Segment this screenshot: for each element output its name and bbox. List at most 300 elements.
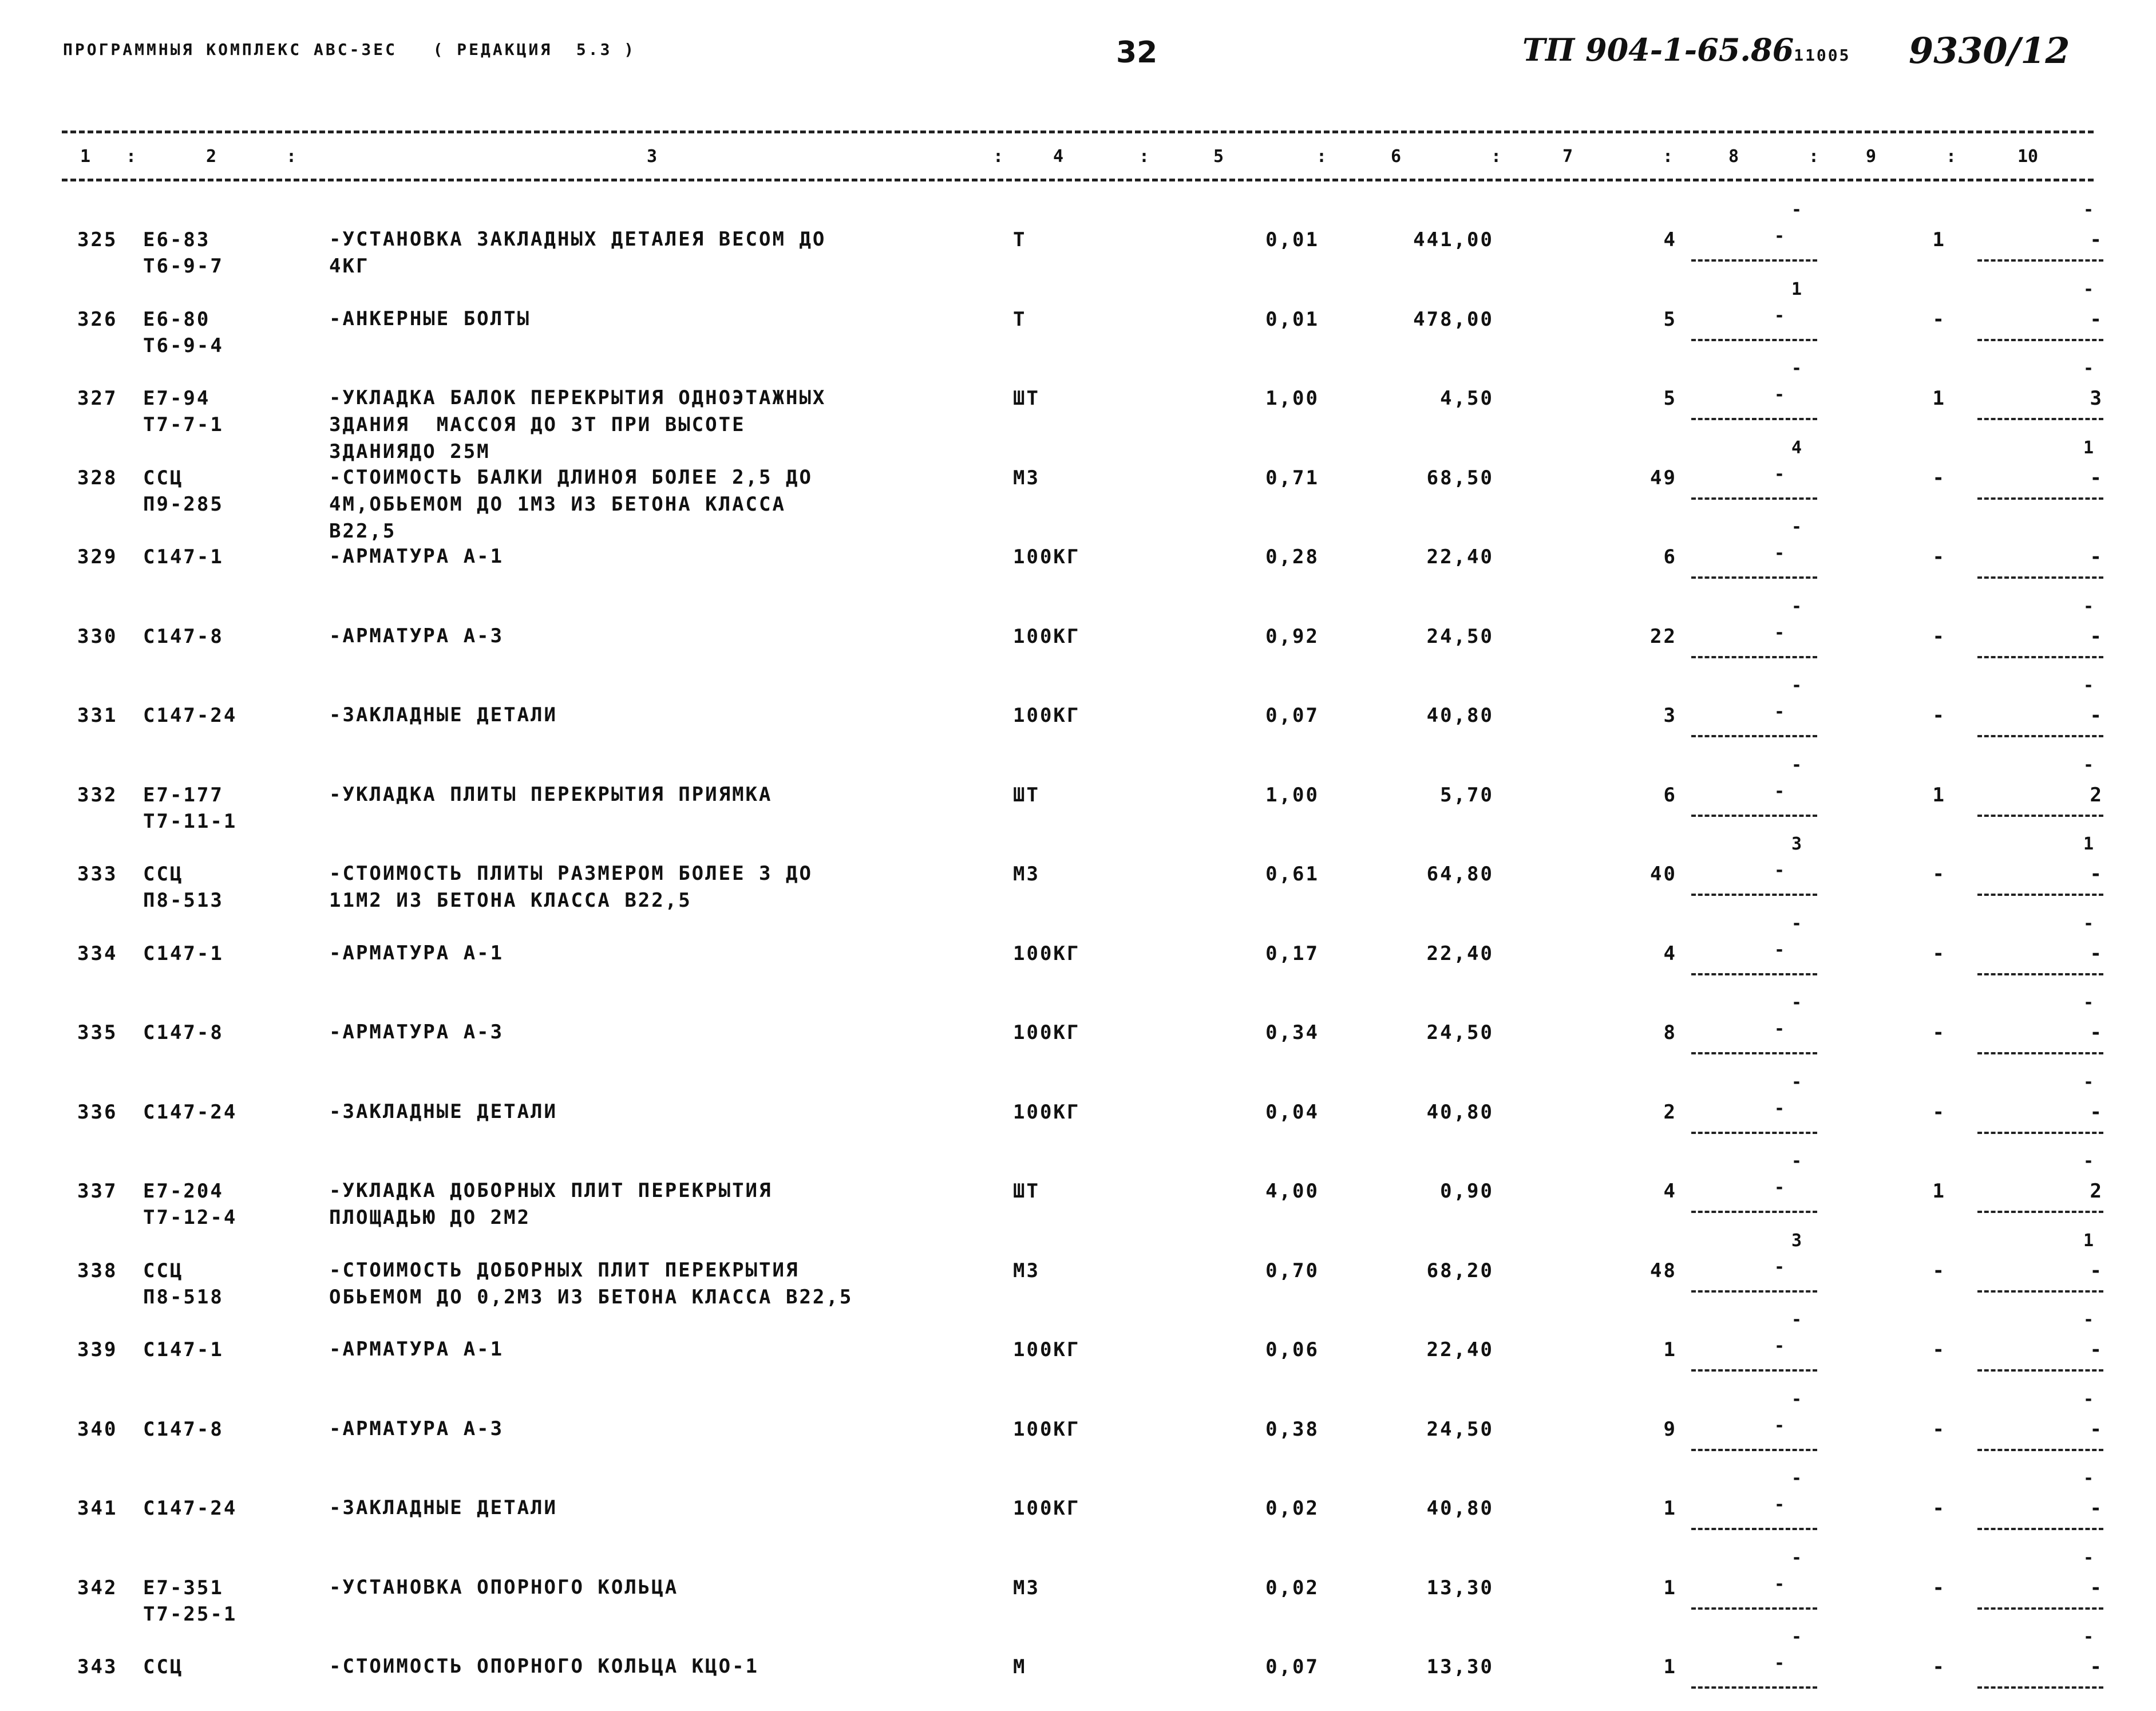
- row-code-secondary: Т7-11-1: [143, 810, 238, 833]
- col8-value: -: [1774, 1177, 1785, 1198]
- row-number: 325: [77, 228, 118, 251]
- col8-divider: [1691, 576, 1817, 579]
- column-number: :: [1663, 147, 1674, 167]
- row-total: 1: [1663, 1655, 1677, 1678]
- document-code-main: ТП 904-1-65.86: [1522, 31, 1794, 68]
- col8-top-marker: -: [1791, 200, 1802, 220]
- row-code: С147-24: [143, 1497, 238, 1520]
- row-unit-price: 64,80: [1426, 863, 1494, 886]
- row-number: 338: [77, 1259, 118, 1282]
- row-code: ССЦ: [143, 863, 184, 886]
- col8-divider: [1691, 259, 1817, 262]
- document-code: [1522, 31, 1851, 68]
- row-quantity: 0,61: [1265, 863, 1319, 886]
- row-code-secondary: П8-513: [143, 889, 224, 912]
- col10-divider: [1977, 1369, 2103, 1372]
- col10-value: -: [2090, 863, 2103, 886]
- col10-top-marker: -: [2083, 1627, 2094, 1647]
- row-total: 9: [1663, 1418, 1677, 1441]
- col10-top-marker: -: [2083, 358, 2094, 378]
- col8-value: -: [1774, 860, 1785, 880]
- column-number: :: [1139, 147, 1150, 167]
- column-number: 3: [647, 147, 658, 167]
- col8-value: -: [1774, 1336, 1785, 1356]
- row-total: 48: [1650, 1259, 1677, 1282]
- row-description: -АРМАТУРА А-3: [329, 1021, 504, 1044]
- col8-value: -: [1774, 306, 1785, 326]
- row-total: 1: [1663, 1497, 1677, 1520]
- col8-top-marker: -: [1791, 1468, 1802, 1488]
- col10-divider: [1977, 1528, 2103, 1530]
- row-description: -АРМАТУРА А-1: [329, 545, 504, 568]
- col10-value: -: [2090, 467, 2103, 489]
- row-unit: М3: [1013, 1576, 1040, 1599]
- row-quantity: 0,38: [1265, 1418, 1319, 1441]
- col10-value: -: [2090, 1338, 2103, 1361]
- column-number: :: [126, 147, 137, 167]
- row-unit: 100КГ: [1013, 942, 1081, 965]
- col8-divider: [1691, 1132, 1817, 1134]
- row-unit: 100КГ: [1013, 704, 1081, 727]
- col8-divider: [1691, 339, 1817, 341]
- col8-divider: [1691, 656, 1817, 658]
- sheet-code: 9330/12: [1909, 30, 2070, 72]
- col8-top-marker: -: [1791, 517, 1802, 537]
- col9-value: -: [1932, 863, 1946, 886]
- row-unit: ШТ: [1013, 387, 1040, 410]
- col8-top-marker: -: [1791, 675, 1802, 696]
- row-unit: Т: [1013, 308, 1027, 331]
- col10-divider: [1977, 339, 2103, 341]
- col10-value: -: [2090, 228, 2103, 251]
- row-description: -УКЛАДКА ПЛИТЫ ПЕРЕКРЫТИЯ ПРИЯМКА: [329, 783, 773, 806]
- row-unit-price: 478,00: [1413, 308, 1494, 331]
- row-total: 40: [1650, 863, 1677, 886]
- row-code-secondary: Т6-9-4: [143, 334, 224, 357]
- row-total: 6: [1663, 784, 1677, 807]
- col8-top-marker: -: [1791, 1548, 1802, 1568]
- col8-divider: [1691, 1290, 1817, 1293]
- row-description: -СТОИМОСТЬ ОПОРНОГО КОЛЬЦА КЦО-1: [329, 1655, 759, 1678]
- row-description: -УКЛАДКА ДОБОРНЫХ ПЛИТ ПЕРЕКРЫТИЯ ПЛОЩАДЬЮ ДО 2М2: [329, 1179, 773, 1229]
- col10-divider: [1977, 418, 2103, 420]
- row-number: 332: [77, 784, 118, 807]
- col8-value: -: [1774, 1019, 1785, 1039]
- row-number: 340: [77, 1418, 118, 1441]
- col8-divider: [1691, 1449, 1817, 1451]
- row-code: ССЦ: [143, 1655, 184, 1678]
- row-code-secondary: Т7-7-1: [143, 413, 224, 436]
- col8-value: -: [1774, 464, 1785, 484]
- row-unit-price: 5,70: [1440, 784, 1494, 807]
- col9-value: -: [1932, 1021, 1946, 1044]
- col10-divider: [1977, 815, 2103, 817]
- col8-value: -: [1774, 623, 1785, 643]
- col10-divider: [1977, 1686, 2103, 1689]
- col8-divider: [1691, 1052, 1817, 1054]
- col8-top-marker: -: [1791, 1310, 1802, 1330]
- row-unit-price: 40,80: [1426, 704, 1494, 727]
- row-quantity: 4,00: [1265, 1180, 1319, 1203]
- row-total: 22: [1650, 625, 1677, 648]
- col9-value: -: [1932, 1576, 1946, 1599]
- col10-divider: [1977, 259, 2103, 262]
- row-unit: М3: [1013, 1259, 1040, 1282]
- row-unit-price: 40,80: [1426, 1497, 1494, 1520]
- col10-top-marker: -: [2083, 1389, 2094, 1409]
- row-unit-price: 13,30: [1426, 1655, 1494, 1678]
- row-description: -АРМАТУРА А-1: [329, 942, 504, 965]
- col8-divider: [1691, 497, 1817, 500]
- row-unit-price: 24,50: [1426, 625, 1494, 648]
- column-number: :: [1491, 147, 1502, 167]
- col9-value: -: [1932, 546, 1946, 568]
- col10-value: -: [2090, 1418, 2103, 1441]
- col10-value: -: [2090, 1101, 2103, 1124]
- col9-value: -: [1932, 942, 1946, 965]
- col8-divider: [1691, 735, 1817, 737]
- row-total: 6: [1663, 546, 1677, 568]
- col8-value: -: [1774, 226, 1785, 246]
- col10-top-marker: -: [2083, 1072, 2094, 1092]
- column-number: :: [1946, 147, 1957, 167]
- column-number: :: [993, 147, 1004, 167]
- col10-divider: [1977, 576, 2103, 579]
- row-unit-price: 22,40: [1426, 546, 1494, 568]
- row-code: С147-1: [143, 546, 224, 568]
- column-number: :: [1316, 147, 1327, 167]
- row-total: 2: [1663, 1101, 1677, 1124]
- row-unit: М: [1013, 1655, 1027, 1678]
- row-description: -СТОИМОСТЬ ПЛИТЫ РАЗМЕРОМ БОЛЕЕ 3 ДО 11М2 ИЗ БЕТОНА КЛАССА В22,5: [329, 862, 813, 912]
- row-unit: 100КГ: [1013, 1338, 1081, 1361]
- col8-value: -: [1774, 1653, 1785, 1673]
- col8-divider: [1691, 418, 1817, 420]
- row-total: 1: [1663, 1338, 1677, 1361]
- col8-value: -: [1774, 1257, 1785, 1277]
- row-quantity: 0,70: [1265, 1259, 1319, 1282]
- row-number: 341: [77, 1497, 118, 1520]
- col8-top-marker: -: [1791, 358, 1802, 378]
- col10-top-marker: -: [2083, 914, 2094, 934]
- row-total: 4: [1663, 228, 1677, 251]
- row-quantity: 0,01: [1265, 228, 1319, 251]
- row-quantity: 0,34: [1265, 1021, 1319, 1044]
- col10-value: -: [2090, 942, 2103, 965]
- row-unit: 100КГ: [1013, 1418, 1081, 1441]
- col9-value: -: [1932, 1655, 1946, 1678]
- row-description: -ЗАКЛАДНЫЕ ДЕТАЛИ: [329, 1496, 557, 1519]
- row-description: -АРМАТУРА А-1: [329, 1338, 504, 1361]
- row-code-secondary: Т7-25-1: [143, 1603, 238, 1626]
- row-quantity: 0,01: [1265, 308, 1319, 331]
- col10-value: -: [2090, 704, 2103, 727]
- col10-divider: [1977, 1290, 2103, 1293]
- col10-divider: [1977, 1132, 2103, 1134]
- col10-divider: [1977, 735, 2103, 737]
- row-code: С147-1: [143, 1338, 224, 1361]
- col10-top-marker: -: [2083, 1468, 2094, 1488]
- col10-value: -: [2090, 1259, 2103, 1282]
- row-quantity: 0,71: [1265, 467, 1319, 489]
- program-title: ПРОГРАММНЫЯ КОМПЛЕКС АВС-ЗЕС ( РЕДАКЦИЯ 5.3 ): [63, 40, 636, 59]
- col8-divider: [1691, 815, 1817, 817]
- row-total: 49: [1650, 467, 1677, 489]
- row-unit-price: 24,50: [1426, 1021, 1494, 1044]
- column-number: 6: [1391, 147, 1402, 167]
- row-number: 327: [77, 387, 118, 410]
- col8-value: -: [1774, 385, 1785, 405]
- row-code: Е7-204: [143, 1180, 224, 1203]
- row-number: 326: [77, 308, 118, 331]
- row-code: ССЦ: [143, 467, 184, 489]
- col8-value: -: [1774, 781, 1785, 801]
- col10-top-marker: -: [2083, 1151, 2094, 1171]
- row-number: 328: [77, 467, 118, 489]
- row-number: 339: [77, 1338, 118, 1361]
- row-code: Е7-351: [143, 1576, 224, 1599]
- row-description: -УСТАНОВКА ОПОРНОГО КОЛЬЦА: [329, 1576, 679, 1599]
- row-quantity: 0,02: [1265, 1497, 1319, 1520]
- row-total: 5: [1663, 387, 1677, 410]
- col8-divider: [1691, 1211, 1817, 1213]
- col10-divider: [1977, 497, 2103, 500]
- row-quantity: 1,00: [1265, 784, 1319, 807]
- row-number: 343: [77, 1655, 118, 1678]
- column-number: :: [286, 147, 297, 167]
- row-unit: ШТ: [1013, 1180, 1040, 1203]
- row-unit: 100КГ: [1013, 1021, 1081, 1044]
- row-quantity: 0,07: [1265, 1655, 1319, 1678]
- col9-value: -: [1932, 467, 1946, 489]
- row-unit-price: 441,00: [1413, 228, 1494, 251]
- col10-divider: [1977, 1607, 2103, 1610]
- row-description: -ЗАКЛАДНЫЕ ДЕТАЛИ: [329, 1100, 557, 1123]
- row-description: -АРМАТУРА А-3: [329, 625, 504, 647]
- col8-top-marker: -: [1791, 1151, 1802, 1171]
- row-unit-price: 68,50: [1426, 467, 1494, 489]
- col8-top-marker: 4: [1791, 438, 1802, 458]
- row-description: -ЗАКЛАДНЫЕ ДЕТАЛИ: [329, 704, 557, 726]
- column-number: 7: [1562, 147, 1573, 167]
- row-quantity: 1,00: [1265, 387, 1319, 410]
- row-number: 342: [77, 1576, 118, 1599]
- col8-divider: [1691, 894, 1817, 896]
- row-code: С147-8: [143, 1021, 224, 1044]
- row-total: 1: [1663, 1576, 1677, 1599]
- row-code: ССЦ: [143, 1259, 184, 1282]
- col8-value: -: [1774, 702, 1785, 722]
- col9-value: -: [1932, 1259, 1946, 1282]
- row-total: 8: [1663, 1021, 1677, 1044]
- row-number: 335: [77, 1021, 118, 1044]
- col10-top-marker: 1: [2083, 438, 2094, 458]
- col10-divider: [1977, 656, 2103, 658]
- column-number: 1: [80, 147, 91, 167]
- col10-value: -: [2090, 625, 2103, 648]
- row-unit: 100КГ: [1013, 546, 1081, 568]
- col10-top-marker: -: [2083, 1310, 2094, 1330]
- column-number: 4: [1053, 147, 1064, 167]
- col9-value: -: [1932, 704, 1946, 727]
- col9-value: 1: [1932, 228, 1946, 251]
- col9-value: -: [1932, 1497, 1946, 1520]
- row-quantity: 0,02: [1265, 1576, 1319, 1599]
- col9-value: -: [1932, 308, 1946, 331]
- row-quantity: 0,28: [1265, 546, 1319, 568]
- col10-top-marker: -: [2083, 993, 2094, 1013]
- col8-divider: [1691, 1686, 1817, 1689]
- row-code: С147-24: [143, 704, 238, 727]
- row-unit-price: 13,30: [1426, 1576, 1494, 1599]
- row-code: Е7-177: [143, 784, 224, 807]
- col10-top-marker: -: [2083, 596, 2094, 617]
- col10-top-marker: -: [2083, 200, 2094, 220]
- col9-value: -: [1932, 625, 1946, 648]
- row-total: 3: [1663, 704, 1677, 727]
- row-unit: Т: [1013, 228, 1027, 251]
- col9-value: -: [1932, 1418, 1946, 1441]
- row-description: -СТОИМОСТЬ ДОБОРНЫХ ПЛИТ ПЕРЕКРЫТИЯ ОБЬЕМОМ ДО 0,2М3 ИЗ БЕТОНА КЛАССА В22,5: [329, 1259, 853, 1309]
- col10-top-marker: 1: [2083, 834, 2094, 854]
- col8-top-marker: -: [1791, 993, 1802, 1013]
- row-unit-price: 24,50: [1426, 1418, 1494, 1441]
- row-total: 5: [1663, 308, 1677, 331]
- col8-top-marker: -: [1791, 1627, 1802, 1647]
- col10-divider: [1977, 1211, 2103, 1213]
- col8-top-marker: -: [1791, 914, 1802, 934]
- col10-value: 2: [2090, 784, 2103, 807]
- col8-value: -: [1774, 940, 1785, 960]
- col10-value: 2: [2090, 1180, 2103, 1203]
- column-number: 5: [1213, 147, 1224, 167]
- col8-value: -: [1774, 1416, 1785, 1436]
- row-code: Е6-83: [143, 228, 211, 251]
- row-unit: М3: [1013, 863, 1040, 886]
- row-code: С147-8: [143, 1418, 224, 1441]
- header-rule-top: [62, 131, 2094, 133]
- column-number: :: [1809, 147, 1819, 167]
- col8-divider: [1691, 1607, 1817, 1610]
- row-code: С147-8: [143, 625, 224, 648]
- col10-value: -: [2090, 1021, 2103, 1044]
- col10-divider: [1977, 894, 2103, 896]
- col8-top-marker: -: [1791, 755, 1802, 775]
- col8-top-marker: -: [1791, 1389, 1802, 1409]
- row-unit: 100КГ: [1013, 625, 1081, 648]
- row-unit-price: 0,90: [1440, 1180, 1494, 1203]
- row-number: 333: [77, 863, 118, 886]
- row-quantity: 0,17: [1265, 942, 1319, 965]
- row-unit-price: 4,50: [1440, 387, 1494, 410]
- column-number: 9: [1866, 147, 1877, 167]
- col9-value: 1: [1932, 1180, 1946, 1203]
- row-unit: 100КГ: [1013, 1101, 1081, 1124]
- row-code-secondary: Т7-12-4: [143, 1206, 238, 1229]
- row-total: 4: [1663, 1180, 1677, 1203]
- col10-divider: [1977, 973, 2103, 975]
- row-quantity: 0,07: [1265, 704, 1319, 727]
- col10-divider: [1977, 1449, 2103, 1451]
- col8-value: -: [1774, 1574, 1785, 1594]
- col8-top-marker: -: [1791, 1072, 1802, 1092]
- row-unit-price: 68,20: [1426, 1259, 1494, 1282]
- col9-value: 1: [1932, 387, 1946, 410]
- col8-top-marker: 3: [1791, 1231, 1802, 1251]
- col8-divider: [1691, 1369, 1817, 1372]
- col10-value: -: [2090, 1576, 2103, 1599]
- row-unit-price: 40,80: [1426, 1101, 1494, 1124]
- header-rule-bottom: [62, 179, 2094, 181]
- col8-value: -: [1774, 1495, 1785, 1515]
- row-code-secondary: Т6-9-7: [143, 255, 224, 278]
- row-unit: М3: [1013, 467, 1040, 489]
- row-description: -АНКЕРНЫЕ БОЛТЫ: [329, 307, 531, 330]
- row-number: 330: [77, 625, 118, 648]
- page-number: 32: [1116, 35, 1158, 70]
- row-number: 329: [77, 546, 118, 568]
- col10-value: -: [2090, 1497, 2103, 1520]
- row-code-secondary: П9-285: [143, 493, 224, 516]
- col8-value: -: [1774, 1098, 1785, 1119]
- col10-top-marker: -: [2083, 755, 2094, 775]
- row-number: 334: [77, 942, 118, 965]
- row-description: -СТОИМОСТЬ БАЛКИ ДЛИНОЯ БОЛЕЕ 2,5 ДО 4М,ОБЬЕМОМ ДО 1М3 ИЗ БЕТОНА КЛАССА В22,5: [329, 466, 813, 543]
- col8-divider: [1691, 1528, 1817, 1530]
- col9-value: -: [1932, 1101, 1946, 1124]
- column-number: 2: [206, 147, 217, 167]
- row-unit-price: 22,40: [1426, 1338, 1494, 1361]
- col8-divider: [1691, 973, 1817, 975]
- row-number: 336: [77, 1101, 118, 1124]
- col10-value: -: [2090, 1655, 2103, 1678]
- col10-value: 3: [2090, 387, 2103, 410]
- col10-value: -: [2090, 546, 2103, 568]
- row-unit-price: 22,40: [1426, 942, 1494, 965]
- row-description: -УСТАНОВКА ЗАКЛАДНЫХ ДЕТАЛЕЯ ВЕСОМ ДО 4КГ: [329, 228, 826, 278]
- row-code: С147-24: [143, 1101, 238, 1124]
- col10-top-marker: 1: [2083, 1231, 2094, 1251]
- col8-top-marker: 1: [1791, 279, 1802, 299]
- row-quantity: 0,04: [1265, 1101, 1319, 1124]
- row-code-secondary: П8-518: [143, 1286, 224, 1309]
- document-code-suffix: 11005: [1794, 46, 1851, 65]
- col10-top-marker: -: [2083, 675, 2094, 696]
- column-number: 10: [2017, 147, 2039, 167]
- col10-top-marker: -: [2083, 1548, 2094, 1568]
- row-description: -УКЛАДКА БАЛОК ПЕРЕКРЫТИЯ ОДНОЭТАЖНЫХ ЗДАНИЯ МАССОЯ ДО 3Т ПРИ ВЫСОТЕ ЗДАНИЯДО 25М: [329, 386, 826, 463]
- column-number: 8: [1728, 147, 1739, 167]
- row-code: Е7-94: [143, 387, 211, 410]
- col9-value: 1: [1932, 784, 1946, 807]
- row-quantity: 0,92: [1265, 625, 1319, 648]
- row-number: 331: [77, 704, 118, 727]
- row-total: 4: [1663, 942, 1677, 965]
- row-unit: ШТ: [1013, 784, 1040, 807]
- row-description: -АРМАТУРА А-3: [329, 1417, 504, 1440]
- row-code: С147-1: [143, 942, 224, 965]
- row-code: Е6-80: [143, 308, 211, 331]
- col9-value: -: [1932, 1338, 1946, 1361]
- col8-top-marker: 3: [1791, 834, 1802, 854]
- col10-divider: [1977, 1052, 2103, 1054]
- row-unit: 100КГ: [1013, 1497, 1081, 1520]
- row-quantity: 0,06: [1265, 1338, 1319, 1361]
- col8-top-marker: -: [1791, 596, 1802, 617]
- row-number: 337: [77, 1180, 118, 1203]
- col10-top-marker: -: [2083, 279, 2094, 299]
- col10-value: -: [2090, 308, 2103, 331]
